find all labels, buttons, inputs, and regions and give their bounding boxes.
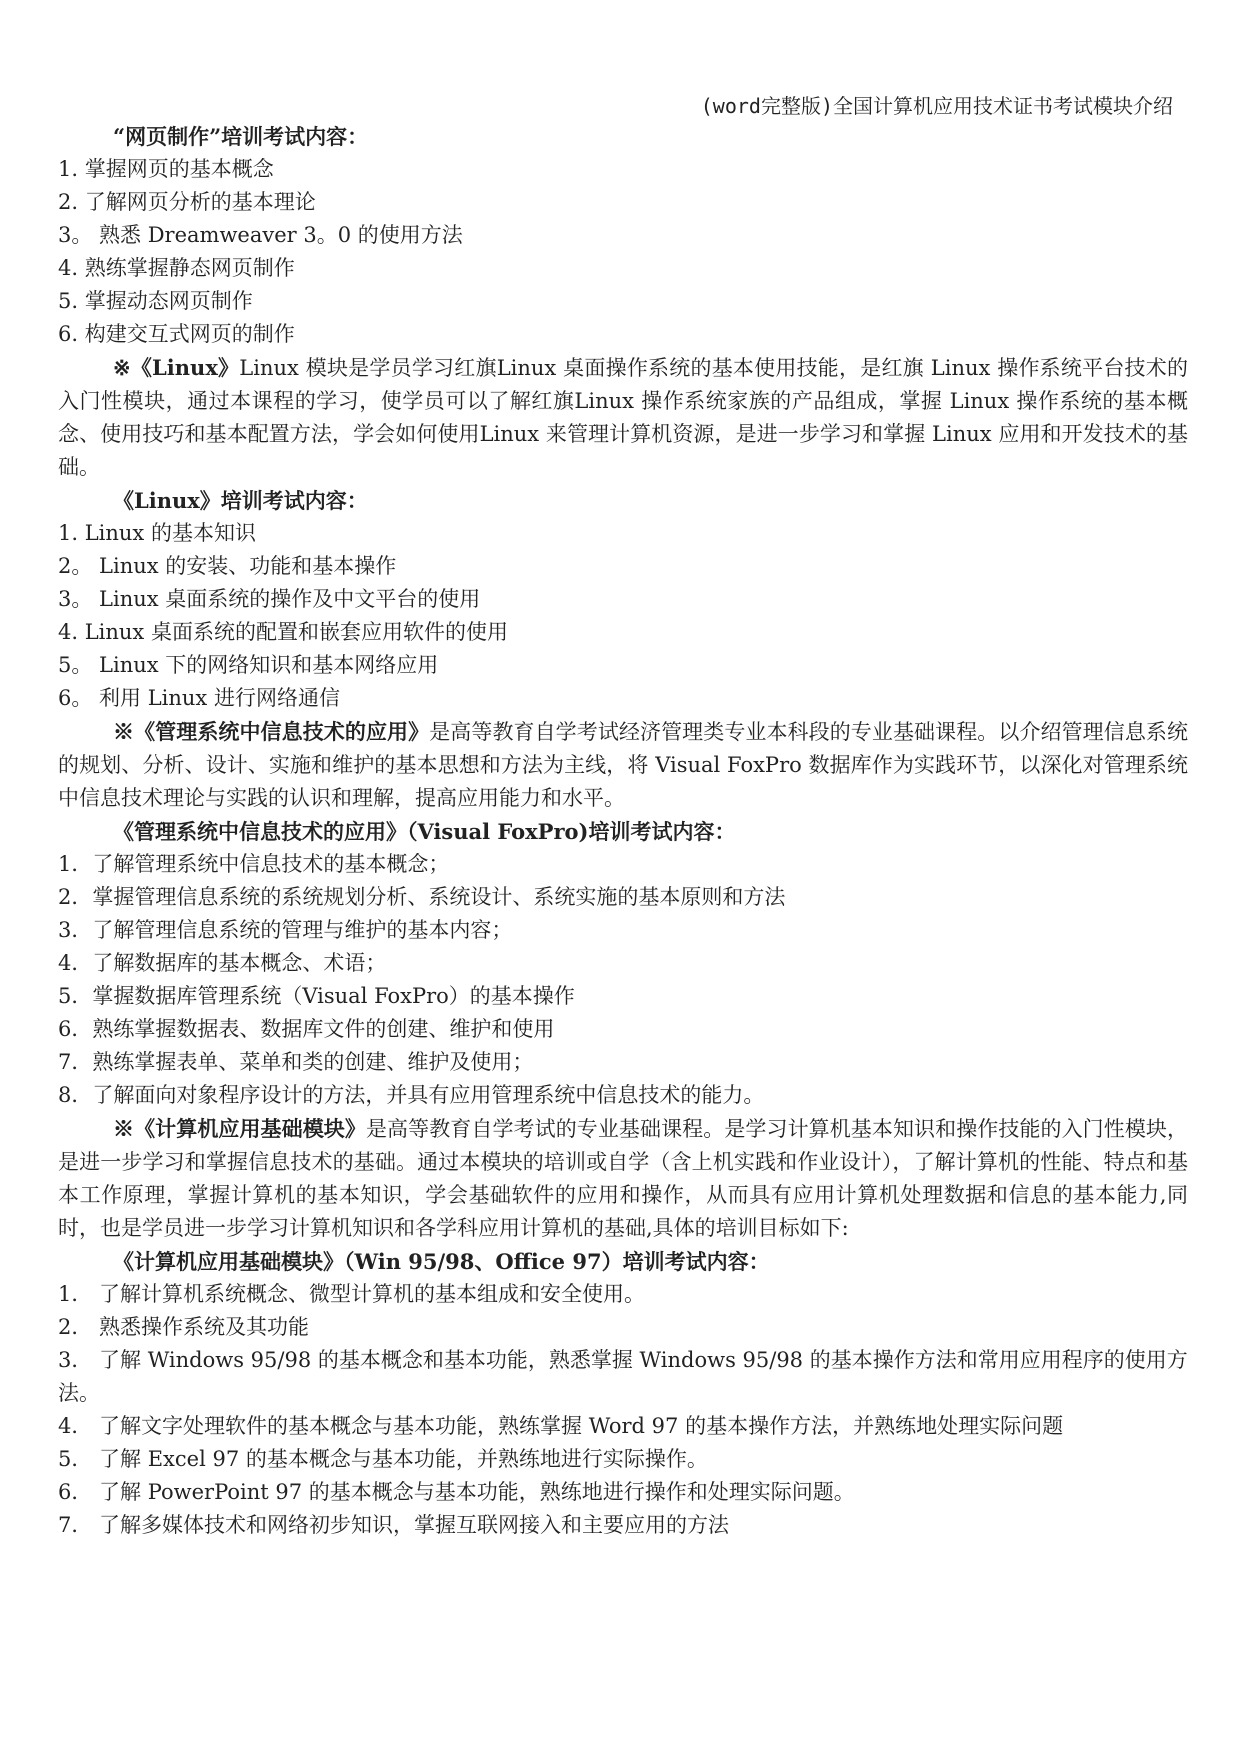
- mis-intro-paragraph: [58, 715, 1188, 815]
- list-item: 2. 了解网页分析的基本理论: [58, 190, 316, 214]
- list-item: 3． 了解 Windows 95/98 的基本概念和基本功能，熟悉掌握 Windows 95/98 的基本操作方法和常用应用程序的使用方法。: [58, 1348, 1188, 1405]
- linux-intro-title: ※《Linux》: [113, 355, 240, 380]
- mis-intro-text: 是高等教育自学考试经济管理类专业本科段的专业基础课程。以介绍管理信息系统的规划、分析、设计、实施和维护的基本思想和方法为主线，将 Visual FoxPro 数据库作为实践环节，以深化对管理系统中信息技术理论与实践的认识和理解，提高应用能力和水平。: [58, 720, 1188, 810]
- section-heading-mis: 《管理系统中信息技术的应用》（Visual FoxPro)培训考试内容：: [113, 819, 736, 844]
- basic-intro-paragraph: [58, 1112, 1188, 1245]
- list-item: 7．熟练掌握表单、菜单和类的创建、维护及使用；: [58, 1050, 534, 1074]
- list-item: 5． 了解 Excel 97 的基本概念与基本功能，并熟练地进行实际操作。: [58, 1447, 708, 1471]
- list-item: 4．了解数据库的基本概念、术语；: [58, 951, 387, 975]
- document-body: [58, 120, 1188, 1542]
- list-item: 5．掌握数据库管理系统（Visual FoxPro）的基本操作: [58, 984, 575, 1008]
- mis-intro-title: ※《管理系统中信息技术的应用》: [113, 719, 430, 744]
- list-item: 1． 了解计算机系统概念、微型计算机的基本组成和安全使用。: [58, 1282, 646, 1306]
- list-item: 7． 了解多媒体技术和网络初步知识，掌握互联网接入和主要应用的方法: [58, 1513, 730, 1537]
- list-item: 5. 掌握动态网页制作: [58, 289, 253, 313]
- linux-intro-text: Linux 模块是学员学习红旗Linux 桌面操作系统的基本使用技能，是红旗 Linux 操作系统平台技术的入门性模块，通过本课程的学习，使学员可以了解红旗Linux 操作系统家族的产品组成，掌握 Linux 操作系统的基本概念、使用技巧和基本配置方法，学会如何使用Linux 来管理计算机资源，是进一步学习和掌握 Linux 应用和开发技术的基础。: [58, 356, 1188, 479]
- basic-intro-title: ※《计算机应用基础模块》: [113, 1116, 366, 1141]
- list-item: 8．了解面向对象程序设计的方法，并具有应用管理系统中信息技术的能力。: [58, 1083, 765, 1107]
- list-item: 1. 掌握网页的基本概念: [58, 157, 274, 181]
- list-item: 2。 Linux 的安装、功能和基本操作: [58, 554, 397, 578]
- list-item: 2．掌握管理信息系统的系统规划分析、系统设计、系统实施的基本原则和方法: [58, 885, 786, 909]
- list-item: 6．熟练掌握数据表、数据库文件的创建、维护和使用: [58, 1017, 555, 1041]
- list-item: 3。 Linux 桌面系统的操作及中文平台的使用: [58, 587, 481, 611]
- list-item: 4． 了解文字处理软件的基本概念与基本功能，熟练掌握 Word 97 的基本操作方法，并熟练地处理实际问题: [58, 1414, 1064, 1438]
- list-item: 4. Linux 桌面系统的配置和嵌套应用软件的使用: [58, 620, 508, 644]
- list-item: 1. Linux 的基本知识: [58, 521, 256, 545]
- section-heading-basic: 《计算机应用基础模块》（Win 95/98、Office 97）培训考试内容：: [113, 1249, 770, 1274]
- list-item: 3。 熟悉 Dreamweaver 3。0 的使用方法: [58, 223, 463, 247]
- section-heading-web: “网页制作”培训考试内容：: [113, 124, 369, 149]
- list-item: 5。 Linux 下的网络知识和基本网络应用: [58, 653, 439, 677]
- basic-intro-text: 是高等教育自学考试的专业基础课程。是学习计算机基本知识和操作技能的入门性模块，是进一步学习和掌握信息技术的基础。通过本模块的培训或自学（含上机实践和作业设计），了解计算机的性能、特点和基本工作原理，掌握计算机的基本知识，学会基础软件的应用和操作，从而具有应用计算机处理数据和信息的基本能力,同时，也是学员进一步学习计算机知识和各学科应用计算机的基础,具体的培训目标如下:: [58, 1117, 1189, 1240]
- list-item: 1．了解管理系统中信息技术的基本概念；: [58, 852, 450, 876]
- list-item: 6. 构建交互式网页的制作: [58, 322, 295, 346]
- page-header: (word完整版)全国计算机应用技术证书考试模块介绍: [700, 94, 1173, 118]
- list-item: 4. 熟练掌握静态网页制作: [58, 256, 295, 280]
- list-item: 2． 熟悉操作系统及其功能: [58, 1315, 310, 1339]
- linux-intro-paragraph: [58, 351, 1188, 484]
- section-heading-linux: 《Linux》培训考试内容：: [113, 488, 368, 513]
- list-item: 6． 了解 PowerPoint 97 的基本概念与基本功能，熟练地进行操作和处理实际问题。: [58, 1480, 855, 1504]
- list-item: 3．了解管理信息系统的管理与维护的基本内容；: [58, 918, 513, 942]
- list-item: 6。 利用 Linux 进行网络通信: [58, 686, 340, 710]
